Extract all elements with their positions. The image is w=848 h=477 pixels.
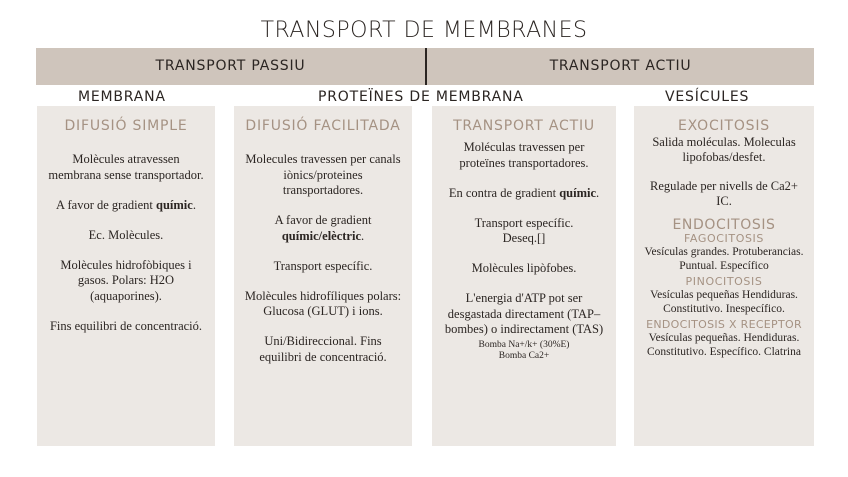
column-vesicles [634, 106, 814, 446]
column-heading: DIFUSIÓ SIMPLE [64, 118, 188, 134]
pinocytosis-heading: PINOCITOSIS [685, 275, 763, 288]
text-block: L'energia d'ATP pot ser desgastada directament (TAP– bombes) o indirectament (TAS) [444, 291, 604, 336]
text-block: Uni/Bidireccional. Fins equilibri de concentració. [259, 334, 387, 364]
text-block: Transport específic. [273, 258, 373, 273]
header-bar [36, 48, 814, 85]
column-active-transport [432, 106, 616, 446]
subheader-membrane-proteins: PROTEÏNES DE MEMBRANA [318, 89, 524, 105]
text-block: A favor de gradient químic. [56, 197, 196, 212]
column-simple-diffusion [37, 106, 215, 446]
endocytosis-heading: ENDOCITOSIS [672, 217, 776, 233]
header-active-transport: TRANSPORT ACTIU [549, 58, 692, 74]
column-body [242, 152, 404, 380]
text-block: Vesículas grandes. Protuberancias. Puntual. Específico [644, 246, 804, 272]
text-block: En contra de gradient químic. [448, 185, 600, 200]
text-block: Molècules lipòfobes. [471, 261, 577, 275]
header-passive-transport: TRANSPORT PASSIU [155, 58, 306, 74]
text-block: Vesículas pequeñas Hendiduras. Constitutivo. Inespecífico. [650, 289, 798, 315]
receptor-endocytosis-heading: ENDOCITOSIS X RECEPTOR [646, 318, 802, 331]
column-body [440, 140, 608, 362]
text-block: A favor de gradient químic/elèctric. [274, 213, 372, 243]
column-heading: DIFUSIÓ FACILITADA [245, 118, 401, 134]
pump-note: Bomba Ca2+ [498, 350, 550, 361]
text-block: Moléculas travessen per proteïnes transportadores. [459, 140, 589, 170]
text-block: Molècules hidrofòbiques i gasos. Polars: H2O (aquaporines). [60, 257, 192, 303]
phagocytosis-heading: FAGOCITOSIS [684, 232, 764, 245]
column-body [642, 135, 806, 359]
text-block: Regulade per nivells de Ca2+ IC. [650, 179, 798, 208]
column-body [45, 152, 207, 349]
text-block: Vesículas pequeñas. Hendiduras. Constitutivo. Específico. Clatrina [647, 332, 801, 358]
text-block: Molècules atravessen membrana sense transportador. [48, 152, 204, 182]
pump-note: Bomba Na+/k+ (30%E) [478, 339, 570, 350]
text-block: Fins equilibri de concentració. [49, 318, 203, 333]
text-block: Molècules hidrofíliques polars: Glucosa (GLUT) i ions. [244, 288, 402, 318]
text-block: Salida moléculas. Moleculas lipofobas/desfet. [652, 135, 796, 164]
column-heading: TRANSPORT ACTIU [453, 118, 595, 134]
subheader-membrane: MEMBRANA [78, 89, 166, 105]
text-block: Transport específic. Deseq.[] [474, 215, 574, 245]
text-block: Ec. Molècules. [88, 227, 164, 242]
column-facilitated-diffusion [234, 106, 412, 446]
exocytosis-heading: EXOCITOSIS [678, 118, 770, 134]
text-block: Molecules travessen per canals iònics/proteines transportadores. [245, 152, 401, 197]
page-title: TRANSPORT DE MEMBRANES [260, 18, 588, 43]
subheader-vesicles: VESÍCULES [665, 89, 750, 105]
